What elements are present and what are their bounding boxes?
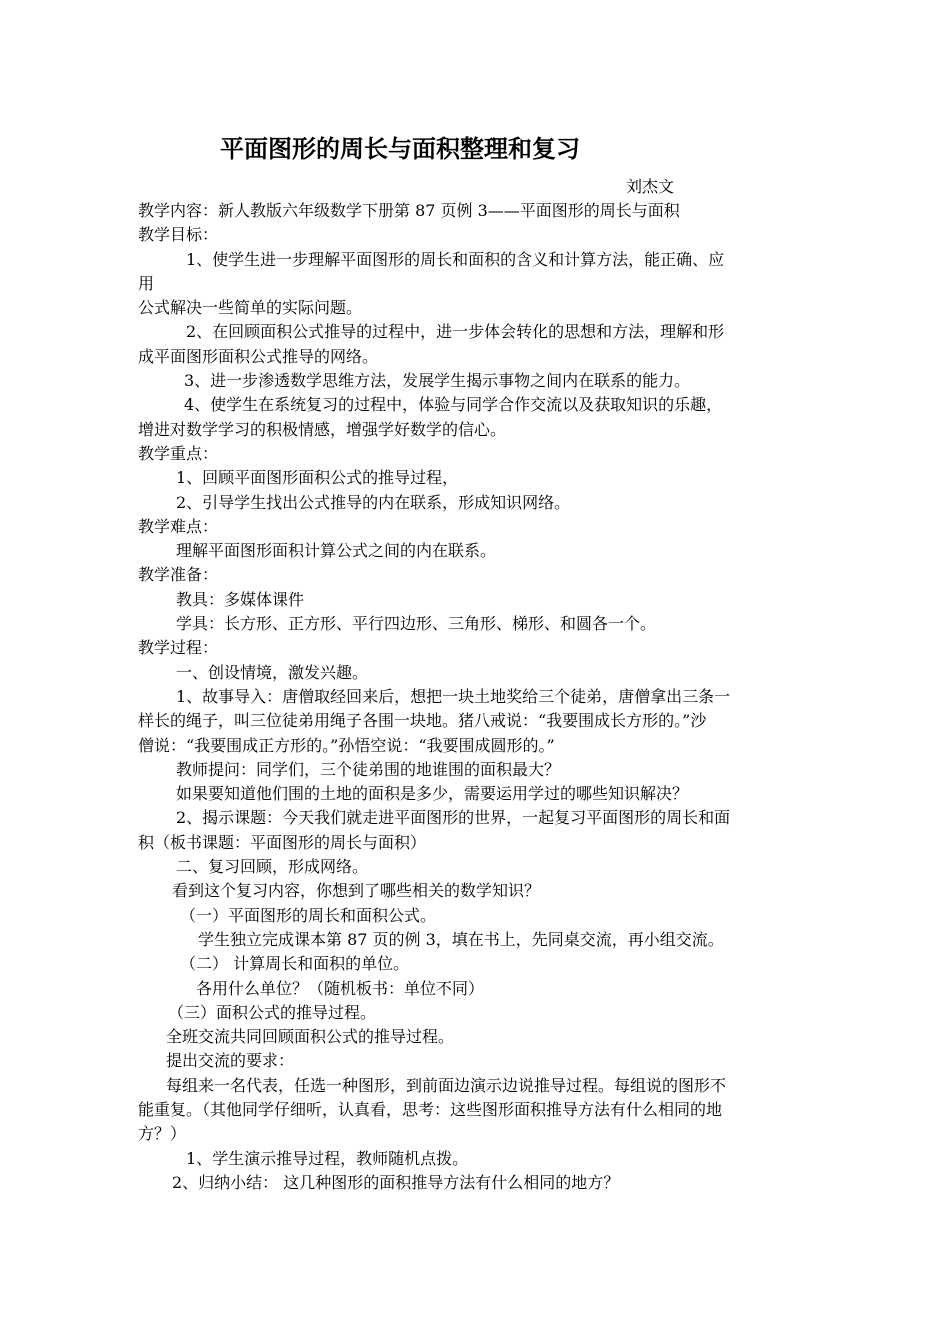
text-line: 用 bbox=[138, 273, 155, 293]
text-line: 4、使学生在系统复习的过程中，体验与同学合作交流以及获取知识的乐趣， bbox=[184, 395, 723, 415]
document-title: 平面图形的周长与面积整理和复习 bbox=[220, 135, 580, 163]
text-line: 1、使学生进一步理解平面图形的周长和面积的含义和计算方法，能正确、应 bbox=[186, 249, 725, 269]
text-line: 教学重点： bbox=[138, 443, 219, 463]
text-line: 2、在回顾面积公式推导的过程中，进一步体会转化的思想和方法，理解和形 bbox=[186, 322, 725, 342]
text-line: 僧说：“我要围成正方形的。”孙悟空说：“我要围成圆形的。” bbox=[138, 735, 555, 755]
text-line: （一）平面图形的周长和面积公式。 bbox=[180, 905, 437, 925]
text-line: 2、引导学生找出公式推导的内在联系，形成知识网络。 bbox=[176, 492, 571, 512]
text-line: 2、归纳小结： 这几种图形的面积推导方法有什么相同的地方？ bbox=[172, 1172, 620, 1192]
text-line: 每组来一名代表，任选一种图形，到前面边演示边说推导过程。每组说的图形不 bbox=[166, 1075, 727, 1095]
text-line: 教学过程： bbox=[138, 638, 219, 658]
text-line: 能重复。（其他同学仔细听，认真看，思考：这些图形面积推导方法有什么相同的地 bbox=[138, 1099, 723, 1119]
text-line: 教学难点： bbox=[138, 516, 219, 536]
author-name: 刘杰文 bbox=[626, 177, 675, 196]
text-line: 2、揭示课题：今天我们就走进平面图形的世界，一起复习平面图形的周长和面 bbox=[176, 808, 731, 828]
text-line: 样长的绳子，叫三位徒弟用绳子各围一块地。猪八戒说：“我要围成长方形的。”沙 bbox=[138, 711, 707, 731]
text-line: 积（板书课题：平面图形的周长与面积） bbox=[138, 832, 427, 852]
text-line: 各用什么单位？（随机板书：单位不同） bbox=[196, 978, 485, 998]
text-line: 1、故事导入：唐僧取经回来后，想把一块土地奖给三个徒弟，唐僧拿出三条一 bbox=[176, 686, 731, 706]
text-line: 学具：长方形、正方形、平行四边形、三角形、梯形、和圆各一个。 bbox=[176, 614, 657, 634]
text-line: 1、回顾平面图形面积公式的推导过程， bbox=[176, 468, 459, 488]
text-line: 方？） bbox=[138, 1124, 187, 1144]
text-line: （二） 计算周长和面积的单位。 bbox=[180, 954, 410, 974]
text-line: 如果要知道他们围的土地的面积是多少，需要运用学过的哪些知识解决？ bbox=[176, 784, 689, 804]
text-line: 教具：多媒体课件 bbox=[176, 589, 305, 609]
text-line: 增进对数学学习的积极情感，增强学好数学的信心。 bbox=[138, 419, 507, 439]
text-line: 教学准备： bbox=[138, 565, 219, 585]
text-line: 一、创设情境，激发兴趣。 bbox=[176, 662, 369, 682]
text-line: 教学内容：新人教版六年级数学下册第 87 页例 3——平面图形的周长与面积 bbox=[138, 201, 680, 220]
text-line: 3、进一步渗透数学思维方法，发展学生揭示事物之间内在联系的能力。 bbox=[184, 371, 691, 391]
text-line: 教学目标： bbox=[138, 225, 219, 245]
text-line: 1、学生演示推导过程，教师随机点拨。 bbox=[186, 1148, 469, 1168]
text-line: 全班交流共同回顾面积公式的推导过程。 bbox=[166, 1027, 455, 1047]
text-line: 学生独立完成课本第 87 页的例 3，填在书上，先同桌交流，再小组交流。 bbox=[198, 929, 724, 949]
text-line: 教师提问：同学们，三个徒弟围的地谁围的面积最大？ bbox=[176, 759, 561, 779]
text-line: 提出交流的要求： bbox=[166, 1051, 295, 1071]
text-line: 看到这个复习内容，你想到了哪些相关的数学知识？ bbox=[172, 881, 541, 901]
text-line: 成平面图形面积公式推导的网络。 bbox=[138, 346, 379, 366]
document-body bbox=[138, 199, 818, 1195]
text-line: 公式解决一些简单的实际问题。 bbox=[138, 298, 363, 318]
text-line: （三）面积公式的推导过程。 bbox=[168, 1002, 377, 1022]
text-line: 理解平面图形面积计算公式之间的内在联系。 bbox=[176, 541, 497, 561]
text-line: 二、复习回顾，形成网络。 bbox=[176, 857, 369, 877]
